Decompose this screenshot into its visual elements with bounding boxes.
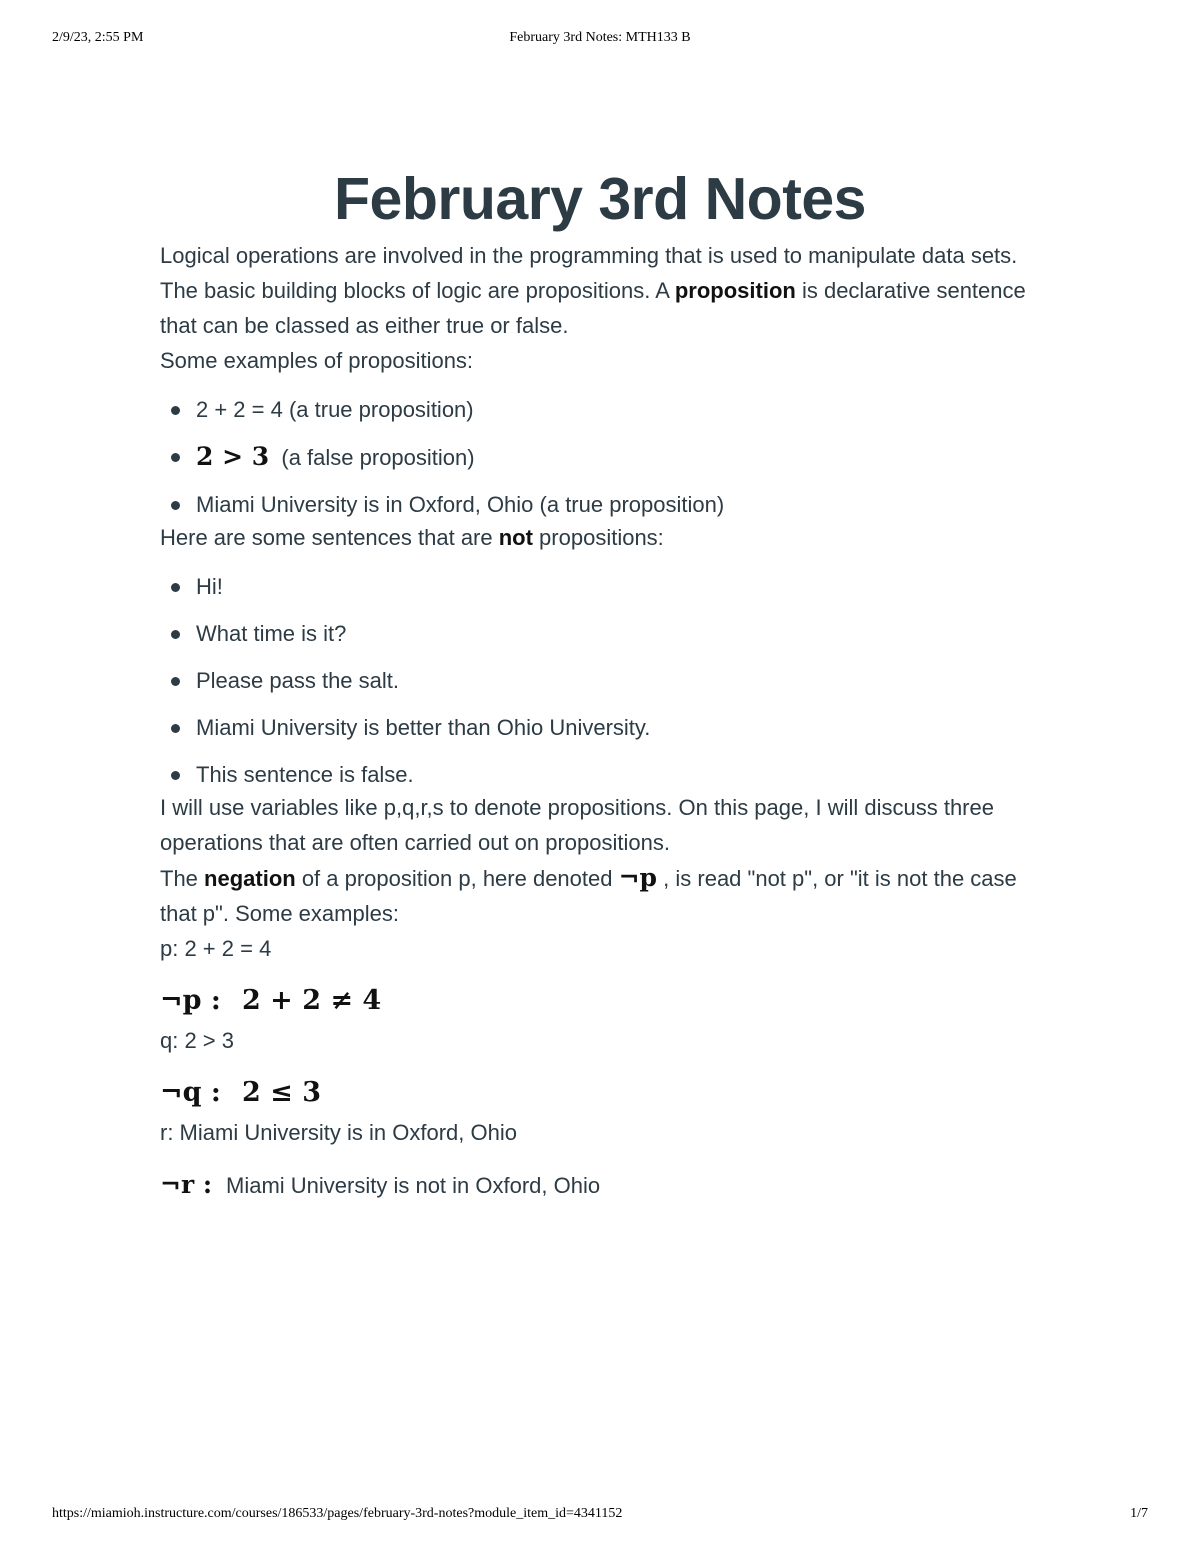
- not-p-expression: 2 + 2 ≠ 4: [242, 985, 382, 1016]
- bullet-icon: [171, 453, 180, 462]
- list-item-text: Miami University is better than Ohio University.: [196, 715, 651, 740]
- list-item: [196, 395, 1040, 425]
- intro-text-2: is declarative sentence that can be classed as either true or false.: [160, 278, 1026, 338]
- list-item-text: Miami University is in Oxford, Ohio (a true proposition): [196, 492, 725, 517]
- negation-symbol: ¬p: [618, 863, 658, 892]
- example-not-r: [160, 1167, 1040, 1207]
- print-page-title: February 3rd Notes: MTH133 B: [509, 30, 691, 45]
- intro-text-1: Logical operations are involved in the programming that is used to manipulate data sets. The basic building blocks of logic are propositions. A: [160, 243, 1018, 303]
- math-expression: 2 > 3: [196, 442, 270, 471]
- not-q-expression: 2 ≤ 3: [242, 1077, 321, 1108]
- examples-heading: Some examples of propositions:: [160, 348, 474, 373]
- not-r-label: ¬r :: [160, 1170, 213, 1199]
- list-item-text: Please pass the salt.: [196, 668, 400, 693]
- example-r: r: Miami University is in Oxford, Ohio: [160, 1120, 517, 1145]
- list-item: [196, 572, 1040, 602]
- negation-paragraph: [160, 860, 1040, 931]
- heading-text-1: Here are some sentences that are: [160, 525, 499, 550]
- proposition-term: proposition: [674, 278, 796, 303]
- example-not-p: [160, 983, 1040, 1023]
- example-q: q: 2 > 3: [160, 1028, 235, 1053]
- negation-text-2: of a proposition p, here denoted: [295, 866, 619, 891]
- list-item: [196, 713, 1040, 743]
- bullet-icon: [171, 677, 180, 686]
- example-not-q: [160, 1075, 1040, 1115]
- heading-text-2: propositions:: [532, 525, 664, 550]
- bullet-icon: [171, 583, 180, 592]
- bullet-icon: [171, 724, 180, 733]
- examples-list: [160, 395, 1040, 520]
- list-item-text: (a false proposition): [269, 445, 475, 470]
- page-title: February 3rd Notes: [334, 166, 866, 232]
- list-item-text: What time is it?: [196, 621, 347, 646]
- example-p: p: 2 + 2 = 4: [160, 936, 272, 961]
- print-datetime: 2/9/23, 2:55 PM: [52, 30, 144, 45]
- list-item: [196, 760, 1040, 790]
- bullet-icon: [171, 771, 180, 780]
- non-examples-list: [160, 572, 1040, 790]
- not-term: not: [498, 525, 533, 550]
- not-p-label: ¬p :: [160, 985, 221, 1016]
- list-item-text: Hi!: [196, 574, 223, 599]
- print-page-number: 1/7: [1130, 1506, 1148, 1521]
- not-r-text: Miami University is not in Oxford, Ohio: [226, 1173, 601, 1198]
- page-content: [160, 160, 1040, 1207]
- print-header: [0, 30, 1200, 50]
- list-item: [196, 619, 1040, 649]
- list-item-text: 2 + 2 = 4 (a true proposition): [196, 397, 474, 422]
- bullet-icon: [171, 406, 180, 415]
- not-q-label: ¬q :: [160, 1077, 221, 1108]
- list-item: [196, 490, 1040, 520]
- not-propositions-heading: [160, 520, 1040, 555]
- intro-paragraph: [160, 238, 1040, 343]
- list-item: [196, 666, 1040, 696]
- list-item: [196, 442, 1040, 473]
- list-item-text: This sentence is false.: [196, 762, 414, 787]
- negation-text-1: The: [160, 866, 205, 891]
- negation-term: negation: [204, 866, 296, 891]
- variables-paragraph: I will use variables like p,q,r,s to denote propositions. On this page, I will discuss three operations that are often carried out on propositions.: [160, 795, 994, 855]
- bullet-icon: [171, 501, 180, 510]
- print-footer: [0, 1506, 1200, 1526]
- negation-text-3: , is read "not p", or "it is not the case that p". Some examples:: [160, 866, 1017, 926]
- bullet-icon: [171, 630, 180, 639]
- print-url: https://miamioh.instructure.com/courses/186533/pages/february-3rd-notes?module_item_id=4341152: [52, 1506, 623, 1521]
